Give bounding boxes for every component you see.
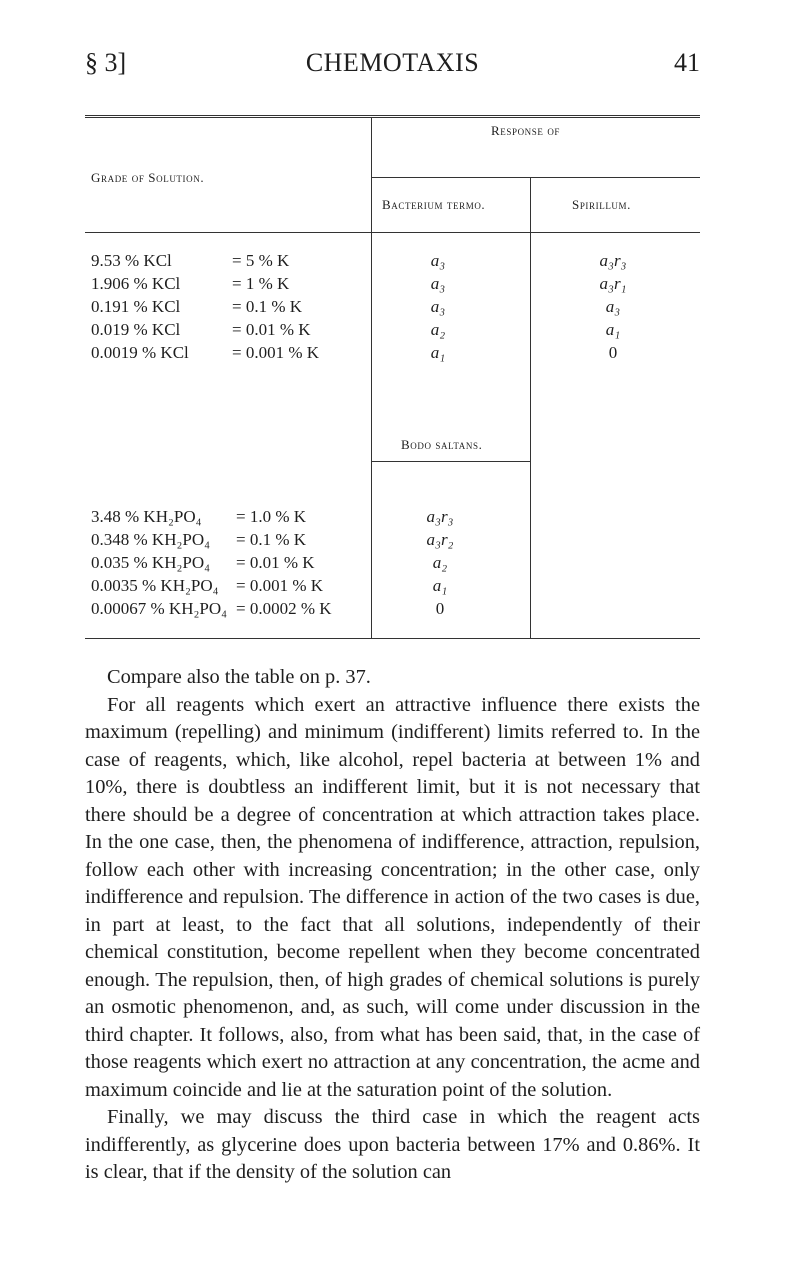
body-text [85,664,700,1187]
bodo-cell: 0 [435,599,445,618]
bacterium-cell: a₃ [430,274,446,293]
page-number: 41 [674,48,700,77]
bodo-rule [371,461,530,462]
table-bottom-rule [85,638,700,639]
bodo-cell: a₂ [432,553,448,572]
equivalent-cell: = 0.01 % K [236,553,315,572]
section-number: § 3] [85,48,127,77]
solution-cell: 0.0035 % KH₂PO₄ [91,576,219,595]
table-col-divider-1 [371,117,372,638]
spirillum-cell: a₃ [605,297,621,316]
equivalent-cell: = 0.001 % K [236,576,324,595]
table-top-rule [85,115,700,116]
spirillum-cell: 0 [608,343,618,362]
spirillum-cell: a₁ [605,320,621,339]
bodo-cell: a₁ [432,576,448,595]
paragraph: Compare also the table on p. 37. [107,666,371,688]
solution-cell: 0.00067 % KH₂PO₄ [91,599,228,618]
paragraph: Finally, we may discuss the third case in which the reagent acts indifferently, as glycerine does upon bacteria between 17% and 0.86%. It is clear, that if the density of the solution can [85,1106,700,1183]
bodo-header: Bodo saltans. [401,437,483,452]
solution-cell: 1.906 % KCl [91,274,181,293]
bodo-cell: a₃r₂ [426,530,454,549]
equivalent-cell: = 1 % K [232,274,290,293]
grade-header: Grade of Solution. [91,170,205,185]
solution-cell: 0.0019 % KCl [91,343,189,362]
solution-cell: 0.348 % KH₂PO₄ [91,530,211,549]
running-header [85,38,700,78]
equivalent-cell: = 0.01 % K [232,320,311,339]
response-header: Response of [491,123,561,138]
solution-cell: 3.48 % KH₂PO₄ [91,507,202,526]
equivalent-cell: = 0.1 % K [232,297,303,316]
spirillum-cell: a₃r₁ [599,274,627,293]
equivalent-cell: = 0.0002 % K [236,599,332,618]
solution-cell: 0.019 % KCl [91,320,181,339]
table-top-rule-2 [85,117,700,118]
equivalent-cell: = 0.1 % K [236,530,307,549]
bodo-cell: a₃r₃ [426,507,454,526]
table-header-rule [85,232,700,233]
bacterium-cell: a₂ [430,320,446,339]
equivalent-cell: = 0.001 % K [232,343,320,362]
equivalent-cell: = 1.0 % K [236,507,307,526]
solution-cell: 0.035 % KH₂PO₄ [91,553,211,572]
bacterium-cell: a₃ [430,251,446,270]
bacterium-header: Bacterium termo. [382,197,486,212]
spirillum-header: Spirillum. [572,197,631,212]
solution-cell: 9.53 % KCl [91,251,172,270]
bacterium-cell: a₃ [430,297,446,316]
bacterium-cell: a₁ [430,343,446,362]
spirillum-cell: a₃r₃ [599,251,627,270]
solution-cell: 0.191 % KCl [91,297,181,316]
response-sub-rule [371,177,700,178]
page-title: CHEMOTAXIS [305,48,480,77]
paragraph: For all reagents which exert an attractive influence there exists the maximum (repelling) and minimum (indifferent) limits referred to. In the case of reagents, which, like alcohol, repel bacteria at between 1% and 10%, there is doubtless an indifferent limit, but it is not necessary that there should be a degree of concentration at which attraction takes place. In the one case, then, the phenomena of indifference, attraction, repulsion, follow each other with increasing concentration; in the other case, only indifference and repulsion. The difference in action of the two cases is due, in part at least, to the fact that all solutions, independently of their chemical constitution, become repellent when they become concentrated enough. The repulsion, then, of high grades of chemical solutions is purely an osmotic phenomenon, and, as such, will come under discussion in the third chapter. It follows, also, from what has been said, that, in the case of those reagents which exert no attraction at any concentration, the acme and maximum coincide and lie at the saturation point of the solution. [85,693,700,1101]
equivalent-cell: = 5 % K [232,251,290,270]
table-col-divider-2 [530,178,531,638]
